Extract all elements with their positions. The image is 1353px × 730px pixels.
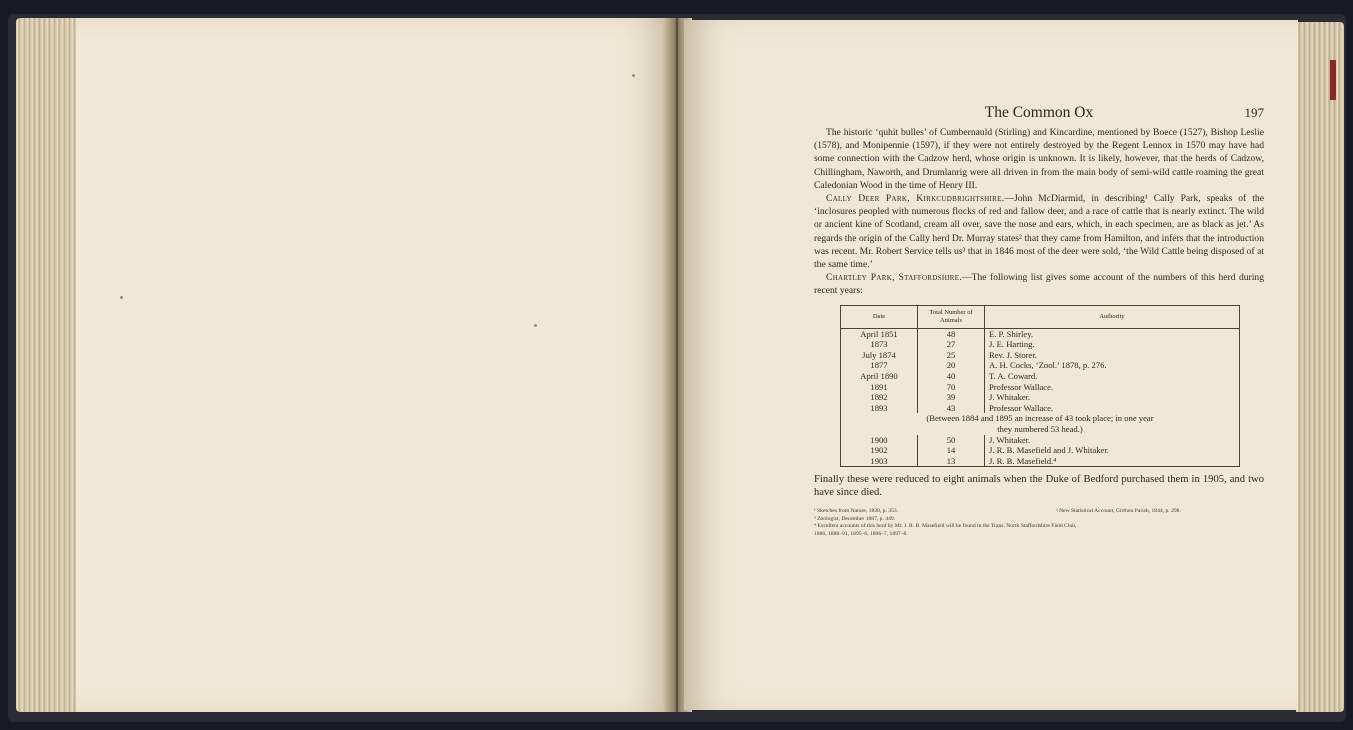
bookmark-ribbon	[1330, 60, 1336, 100]
table-row	[841, 339, 1240, 350]
cell-number: 14	[918, 445, 985, 456]
cell-number: 40	[918, 371, 985, 382]
cell-number: 25	[918, 350, 985, 361]
cell-date: 1873	[841, 339, 918, 350]
paper-speck	[534, 324, 537, 327]
cell-date: 1900	[841, 435, 918, 446]
cell-date: 1877	[841, 360, 918, 371]
paragraph-chartley-park	[814, 271, 1264, 297]
table-header-row	[841, 305, 1240, 328]
table-row	[841, 350, 1240, 361]
section-heading-cally: Cally Deer Park, Kirkcudbrightshire.	[826, 193, 1005, 205]
cell-number: 48	[918, 328, 985, 339]
paragraph-cally-park	[814, 192, 1264, 271]
cell-date: 1891	[841, 382, 918, 393]
cell-date: April 1851	[841, 328, 918, 339]
cell-number: 43	[918, 403, 985, 414]
footnote-2: ² New Statistical Account, Girthon Parish, 1844, p. 298.	[1056, 508, 1181, 515]
cell-number: 13	[918, 456, 985, 467]
right-page-edges	[1296, 22, 1344, 712]
table-note-line-2: they numbered 53 head.)	[997, 423, 1083, 434]
cell-authority: J. E. Harting.	[985, 339, 1240, 350]
table-body-later	[841, 435, 1240, 467]
table-row	[841, 328, 1240, 339]
cell-number: 27	[918, 339, 985, 350]
table-row	[841, 371, 1240, 382]
right-page	[684, 20, 1298, 710]
cell-number: 20	[918, 360, 985, 371]
paragraph-cally-body: —John McDiarmid, in describing¹ Cally Park, speaks of the ‘inclosures peopled with numerous flocks of red and fallow deer, and a race of cattle that is nearly extinct. The wild or ancient kine of Scotland, cream all over, save the nose and ears, which, in each specimen, are as black as jet.’ As regards the origin of the Cally herd Dr. Murray states² that they came from Hamilton, and infers that the introduction was recent. Mr. Robert Service tells us³ that in 1846 most of the deer were sold, ‘the Wild Cattle being disposed of at the same time.’	[814, 193, 1264, 271]
cell-number: 50	[918, 435, 985, 446]
cell-date: July 1874	[841, 350, 918, 361]
cell-authority: Rev. J. Storer.	[985, 350, 1240, 361]
table-note-row	[841, 413, 1240, 434]
column-header-number: Total Number of Animals	[918, 305, 985, 328]
footnote-4: ⁴ Excellent accounts of this herd by Mr. J. R. B. Masefield will be found in the Trans. North Staffordshire Field Club,	[814, 523, 1077, 530]
cell-number: 39	[918, 392, 985, 403]
footnote-row-4	[814, 531, 1264, 538]
cell-authority: Professor Wallace.	[985, 382, 1240, 393]
cell-authority: J. R. B. Masefield and J. Whitaker.	[985, 445, 1240, 456]
paragraph-chartley-body: —The following list gives some account of the numbers of this herd during recent years:	[814, 272, 1264, 297]
table-body-early	[841, 328, 1240, 413]
table-row	[841, 360, 1240, 371]
footnote-3: ³ Zoologist, December 1887, p. 449.	[814, 515, 896, 522]
table-row	[841, 392, 1240, 403]
cell-authority: Professor Wallace.	[985, 403, 1240, 414]
left-page-edges	[16, 18, 78, 712]
column-header-authority: Authority	[985, 305, 1240, 328]
table-note-cell	[841, 413, 1240, 434]
page-content	[814, 40, 1264, 538]
table-row	[841, 382, 1240, 393]
cell-authority: T. A. Coward.	[985, 371, 1240, 382]
cell-authority: J. R. B. Masefield.⁴	[985, 456, 1240, 467]
closing-paragraph: Finally these were reduced to eight animals when the Duke of Bedford purchased them in 1905, and two have since died.	[814, 474, 1264, 499]
footnote-row-3	[814, 523, 1264, 530]
chartley-herd-table	[840, 305, 1240, 468]
cell-number: 70	[918, 382, 985, 393]
running-title: The Common Ox	[984, 104, 1094, 121]
cell-authority: A. H. Cocks, ‘Zool.’ 1878, p. 276.	[985, 360, 1240, 371]
cell-authority: J. Whitaker.	[985, 392, 1240, 403]
table-row	[841, 445, 1240, 456]
footnote-row-1	[814, 508, 1264, 515]
paragraph-historic-bulls: The historic ‘quhit bulles’ of Cumbernauld (Stirling) and Kincardine, mentioned by Boece (1527), Bishop Leslie (1578), and Monipennie (1597), if they were not entirely destroyed by the Regent Lennox in 1570 may have had some connection with the Cadzow herd, whose origin is unknown. It is likely, however, that the herds of Cadzow, Chillingham, Naworth, and Drumlanrig were all driven in from the main body of semi-wild cattle roaming the great Caledonian Wood in the time of Henry III.	[814, 127, 1264, 191]
table-row	[841, 456, 1240, 467]
cell-date: 1893	[841, 403, 918, 414]
footnote-1: ¹ Sketches from Nature, 1830, p. 353.	[814, 508, 899, 515]
section-heading-chartley: Chartley Park, Staffordshire.	[826, 272, 963, 284]
cell-date: 1892	[841, 392, 918, 403]
cell-date: 1903	[841, 456, 918, 467]
table-note	[841, 413, 1240, 434]
table-row	[841, 435, 1240, 446]
cell-authority: J. Whitaker.	[985, 435, 1240, 446]
running-head	[814, 104, 1264, 126]
cell-date: 1902	[841, 445, 918, 456]
page-number: 197	[1244, 105, 1264, 120]
table-row	[841, 403, 1240, 414]
left-page-blank	[76, 18, 670, 712]
paper-speck	[632, 74, 635, 77]
cell-date: April 1890	[841, 371, 918, 382]
paper-speck	[120, 296, 123, 299]
table-note-line-1: (Between 1884 and 1895 an increase of 43 took place; in one year	[926, 413, 1154, 424]
footnotes	[814, 508, 1264, 538]
cell-authority: E. P. Shirley.	[985, 328, 1240, 339]
footnote-4-continued: 1886, 1888–91, 1895–6, 1896–7, 1897–8.	[814, 530, 908, 537]
column-header-date: Date	[841, 305, 918, 328]
